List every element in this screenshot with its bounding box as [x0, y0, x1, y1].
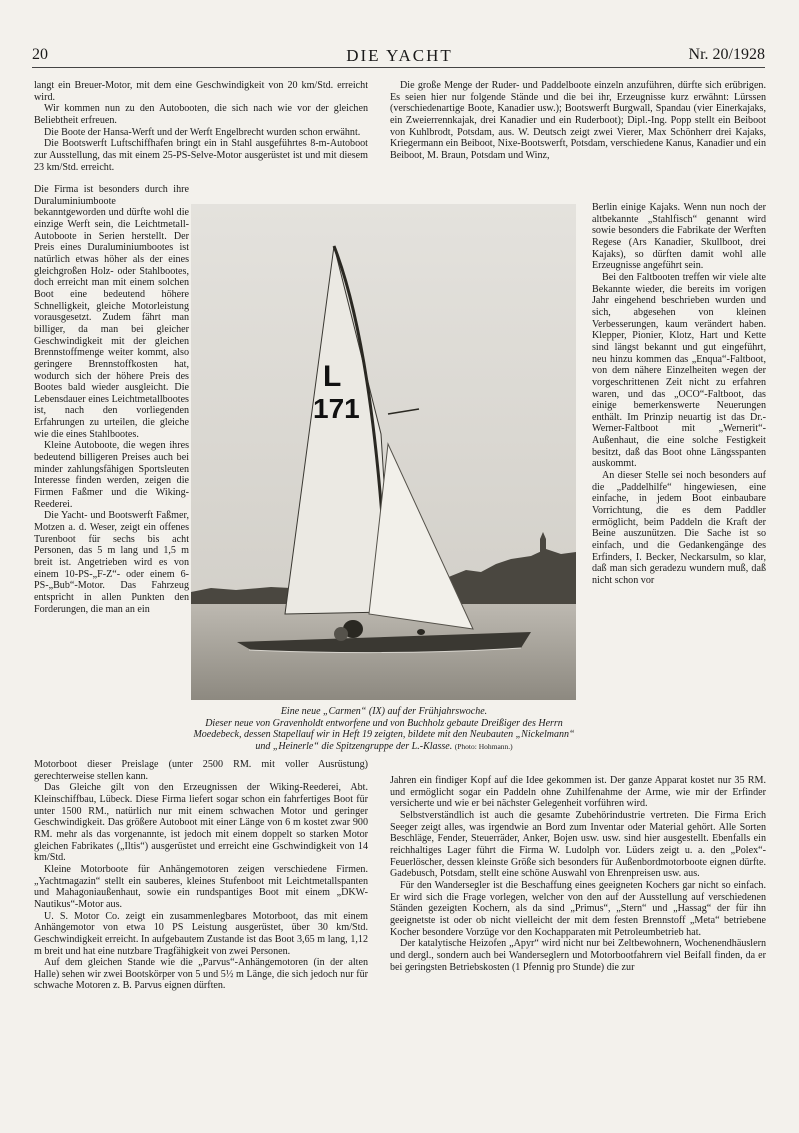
- sail-number: 171: [313, 393, 360, 424]
- right-column-top: [390, 80, 766, 162]
- header-rule: [32, 67, 765, 68]
- paragraph: Das Gleiche gilt von den Erzeugnissen der Wiking-Reederei, Abt. Kleinschiffbau, Lübeck. Diese Firma liefert sogar schon ein fahrfertiges Boot für unter 1500 RM., natürlich nur mit einem schwachen Motor und geringer Geschwindigkeit. Das größere Autoboot mit einer Länge von 6 m kostet zwar 900 RM. mehr als das vorgenannte, ist jedoch mit einem doppelt so starken Motor gleichen Fabrikates („Iltis“) ausgerüstet und erreicht eine Gschwindigkeit von 14 km/Std.: [34, 782, 368, 864]
- paragraph: U. S. Motor Co. zeigt ein zusammenlegbares Motorboot, das mit einem Anhängemotor von etwa 10 PS Leistung ausgerüstet, über 30 km/Std. Geschwindigkeit erreicht. In aufgebautem Zustande ist das Boot 3,65 m lang, 1,12 m breit und hat eine nutzbare Tragfähigkeit von zwei Personen.: [34, 910, 368, 957]
- paragraph: An dieser Stelle sei noch besonders auf die „Paddelhilfe“ hingewiesen, eine einfache, in jedem Boot einbaubare Vorrichtung, die es dem Paddler ermöglicht, beim Paddeln die Kraft der Beine auszunützen. Die Sache ist so einfach, und die Gedankengänge des Erfinders, I. Becker, Neckarsulm, so klar, daß man sich geradezu wundern muß, daß nicht schon vor: [592, 470, 766, 586]
- sailboat-illustration: [191, 204, 576, 700]
- right-column-narrow: [592, 202, 766, 587]
- paragraph: Der katalytische Heizofen „Apyr“ wird nicht nur bei Zeltbewohnern, Wochenendhäuslern und dergl., sondern auch bei Wanderseglern und Motorbootfahrern viel Beifall finden, da er bei geringsten Betriebskosten (1 Pfennig pro Stunde) die zur: [390, 938, 766, 973]
- caption-title: Eine neue „Carmen“ (IX) auf der Frühjahrswoche.: [280, 706, 488, 717]
- left-column-narrow: [34, 184, 189, 615]
- magazine-title: DIE YACHT: [346, 46, 453, 65]
- paragraph: Berlin einige Kajaks. Wenn nun noch der altbekannte „Stahlfisch“ genannt wird sowie besonders die Fabrikate der Werften Regese (Ars Kanadier, Skullboot, drei Kajaks), so dürften damit wohl alle Erzeugnisse angeführt sein.: [592, 202, 766, 272]
- paragraph: Die Boote der Hansa-Werft und der Werft Engelbrecht wurden schon erwähnt.: [44, 126, 361, 138]
- paragraph: Die Firma ist besonders durch ihre Duraluminiumboote bekanntgeworden und dürfte wohl die einzige Werft sein, die Leichtmetall-Autoboote in Serien herstellt. Der Preis eines Duraluminiumbootes ist natürlich etwas höher als der eines gleichgroßen Holz- oder Stahlbootes, doch erreicht man mit einem solchen Boot eine bedeutend höhere Schnelligkeit, gleiche Motorleistung vorausgesetzt. Zudem fährt man billiger, da man bei gleicher Geschwindigkeit mit der gleichen Brennstoffmenge weiter kommt, also geringere Brennstoffkosten hat, wodurch sich der höhere Preis des Bootes bald wieder ausgleicht. Die Lebensdauer eines Leichtmetallbootes ist, nach den vorliegenden Erfahrungen zu urteilen, die gleiche wie die eines Stahlbootes.: [34, 184, 189, 440]
- paragraph: Selbstverständlich ist auch die gesamte Zubehörindustrie vertreten. Die Firma Erich Seeger zeigt alles, was irgendwie an Bord zum Inventar oder Material gehört. Alle Sorten Beschläge, Fender, Steuerräder, Anker, Bojen usw. usw. sind hier ausgestellt. Ebenfalls ein reichhaltiges Lager führt die Firma W. Ludolph vor. Lüders zeigt u. a. den „Polex“-Feuerlöscher, dessen kleinste Größe sich besonders für Außenbordmotorboote eignen dürfte. Gadebusch, Potsdam, stellt eine schöne Auswahl von Ehrenpreisen usw. aus.: [390, 809, 766, 880]
- issue-number: Nr. 20/1928: [688, 46, 765, 63]
- paragraph: Für den Wandersegler ist die Beschaffung eines geeigneten Kochers gar nicht so einfach. Er wird sich die Frage vorlegen, welcher von den auf der Ausstellung auf verschiedenen Ständen gezeigten Kochern, als da sind „Primus“, „Stern“ und „Hassag“ der für ihn geeignetste ist oder ob nicht vielleicht der mit dem festen Brennstoff „Meta“ betriebene Kocher besondere Vorzüge vor den Kochapparaten mit Petroleumbetrieb hat.: [390, 879, 766, 938]
- paragraph: Kleine Autoboote, die wegen ihres bedeutend billigeren Preises auch bei minder zahlungsfähigen Sportsleuten Interesse finden werden, zeigen die Firmen Faßmer und die Wiking-Reederei.: [34, 440, 189, 510]
- sailboat-photo: [191, 204, 576, 700]
- paragraph: Die Yacht- und Bootswerft Faßmer, Motzen a. d. Weser, zeigt ein offenes Turenboot für sechs bis acht Personen, das 5 m lang und 1,5 m breit ist. Angetrieben wird es von einem 10-PS-„F-Z“- oder einem 6-PS-„Bub“-Motor. Das Fahrzeug entspricht in allen Punkten den Forderungen, die man an ein: [34, 510, 189, 615]
- paragraph: Jahren ein findiger Kopf auf die Idee gekommen ist. Der ganze Apparat kostet nur 35 RM. und ermöglicht sogar ein Paddeln ohne Zuhilfenahme der Arme, wie mir der Erfinder versicherte und wie er bei nächster Gelegenheit vorführen wird.: [390, 775, 766, 810]
- paragraph: Kleine Motorboote für Anhängemotoren zeigen verschiedene Firmen. „Yachtmagazin“ stellt ein sauberes, kleines Stufenboot mit Leichtmetallspanten und Mahagoniaußenhaut, sowie ein rundspantiges Boot mit einem „DKW-Nautikus“-Motor aus.: [34, 863, 368, 910]
- paragraph: Motorboot dieser Preislage (unter 2500 RM. mit voller Ausrüstung) gerechterweise stellen kann.: [34, 759, 368, 782]
- photo-caption: [192, 706, 576, 752]
- tower: [540, 539, 546, 553]
- left-column-bottom: [34, 759, 368, 992]
- paragraph: Bei den Faltbooten treffen wir viele alte Bekannte wieder, die bereits im vorigen Jahr eingehend beschrieben wurden und sich, abgesehen von kleinen Verbesserungen, kaum verändert haben. Klepper, Pionier, Klotz, Hart und Kette sind längst bekannt und gut eingeführt, neu hinzu kommen das „Enqua“-Faltboot, von dem nähere Einzelheiten wegen der vorgeschrittenen Zeit nicht zu erfahren waren, und das „OCO“-Faltboot, das einige bemerkenswerte Neuerungen enthält. Im Prinzip neuartig ist das Dr.-Werner-Faltboot mit „Wernerit“-Außenhaut, die eine solche Festigkeit besitzt, daß das Boot ohne Längsspanten auskommt.: [592, 271, 766, 470]
- page-number: 20: [32, 46, 48, 63]
- sail-letter: L: [323, 360, 342, 393]
- paragraph: Wir kommen nun zu den Autobooten, die sich nach wie vor der gleichen Beliebtheit erfreuen.: [34, 103, 368, 126]
- caption-body: Dieser neue von Gravenholdt entworfene und von Buchholz gebaute Dreißiger des Herrn Moedebeck, dessen Stapellauf wir in Heft 19 zeigten, bildete mit den Neubauten „Nickelmann“ und „Heinerle“ die Spitzengruppe der L.-Klasse.: [193, 717, 575, 752]
- left-column-top: [34, 80, 368, 173]
- paragraph: Die große Menge der Ruder- und Paddelboote einzeln anzuführen, dürfte sich erübrigen. Es seien hier nur folgende Stände und die bei ihr, Erzeugnisse kurz erwähnt: Lürssen (verschiedenartige Boote, Kanadier usw.); Bootswerft Burgwall, Spandau (vier Einerkajaks, ein Zweierrennkajak, drei Kanadier und ein Ruderboot); Dipl.-Ing. Popp stellt ein Beiboot von Kuhlbrodt, Potsdam, aus. W. Deutsch zeigt zwei Vierer, Max Schönherr drei Kajaks, Kriegermann ein Beiboot, Nixe-Bootswerft, Potsdam, verschiedene Kanus, Kanadier und ein Beiboot, M. Braun, Potsdam und Winz,: [390, 80, 766, 161]
- paragraph: Die Bootswerft Luftschiffhafen bringt ein in Stahl ausgeführtes 8-m-Autoboot zur Ausstellung, das mit einem 25-PS-Selve-Motor ausgerüstet ist und mit diesem 23 km/Std. erreicht.: [34, 138, 368, 173]
- paragraph: langt ein Breuer-Motor, mit dem eine Geschwindigkeit von 20 km/Std. erreicht wird.: [34, 80, 368, 103]
- right-column-bottom: [390, 775, 766, 973]
- paragraph: Auf dem gleichen Stande wie die „Parvus“-Anhängemotoren (in der alten Halle) sehen wir zwei Bootskörper von 5 und 5½ m Länge, die sich jedoch nur für schwache Motoren z. B. Parvus eignen dürften.: [34, 957, 368, 992]
- photo-credit: (Photo: Hohmann.): [454, 741, 513, 751]
